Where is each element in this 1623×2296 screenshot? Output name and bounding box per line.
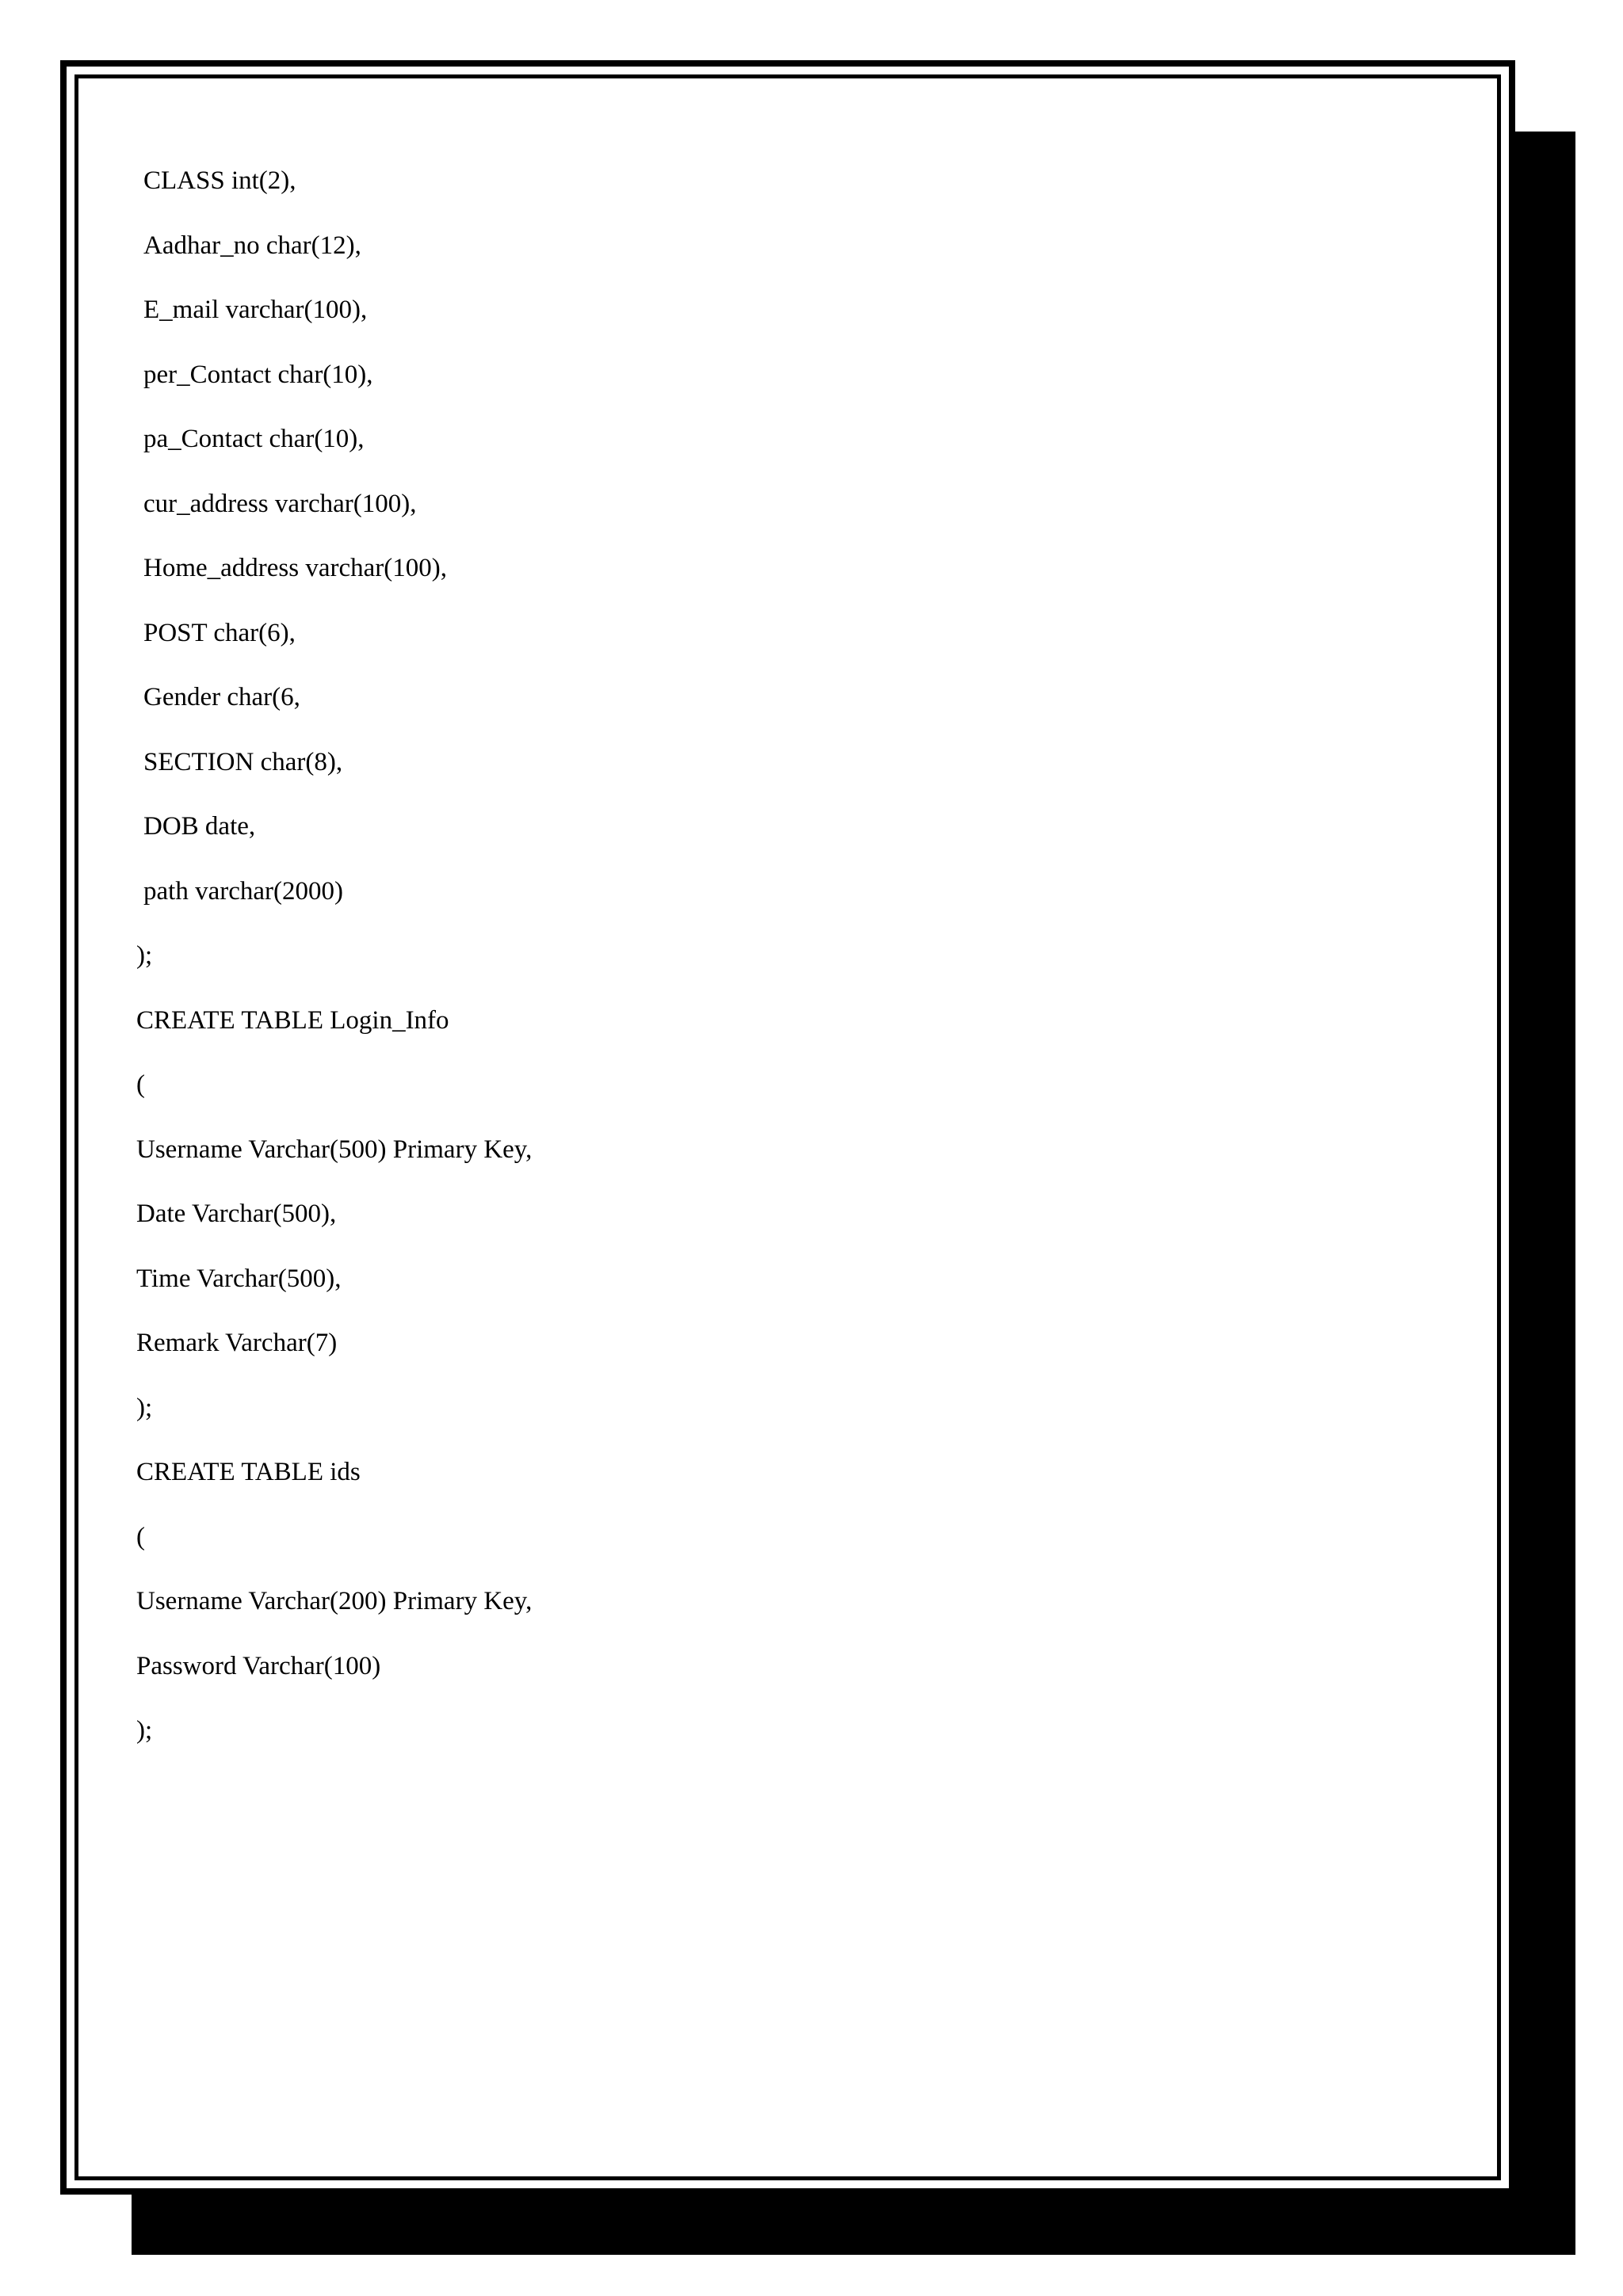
- code-line: Gender char(6,: [143, 683, 300, 711]
- code-line: CLASS int(2),: [143, 166, 296, 195]
- code-line: Home_address varchar(100),: [143, 554, 448, 582]
- code-line: cur_address varchar(100),: [143, 489, 417, 518]
- code-line: Username Varchar(500) Primary Key,: [136, 1135, 533, 1164]
- code-line: (: [136, 1522, 145, 1551]
- code-line: CREATE TABLE Login_Info: [136, 1005, 449, 1035]
- code-line: E_mail varchar(100),: [143, 296, 368, 324]
- code-line: );: [136, 1716, 153, 1745]
- code-line: per_Contact char(10),: [143, 360, 373, 389]
- code-line: Date Varchar(500),: [136, 1199, 337, 1228]
- code-line: Remark Varchar(7): [136, 1329, 338, 1357]
- code-line: pa_Contact char(10),: [143, 425, 365, 453]
- code-line: Time Varchar(500),: [136, 1264, 342, 1293]
- code-line: );: [136, 1393, 153, 1422]
- code-line: (: [136, 1070, 145, 1099]
- code-line: SECTION char(8),: [143, 747, 343, 776]
- code-line: DOB date,: [143, 812, 256, 841]
- code-line: path varchar(2000): [143, 876, 343, 906]
- code-line: Aadhar_no char(12),: [143, 231, 361, 260]
- code-line: POST char(6),: [143, 618, 296, 647]
- code-line: Username Varchar(200) Primary Key,: [136, 1587, 533, 1615]
- sql-code-listing: [136, 165, 1404, 1779]
- code-line: );: [136, 941, 153, 970]
- code-line: CREATE TABLE ids: [136, 1458, 361, 1486]
- code-line: Password Varchar(100): [136, 1651, 381, 1680]
